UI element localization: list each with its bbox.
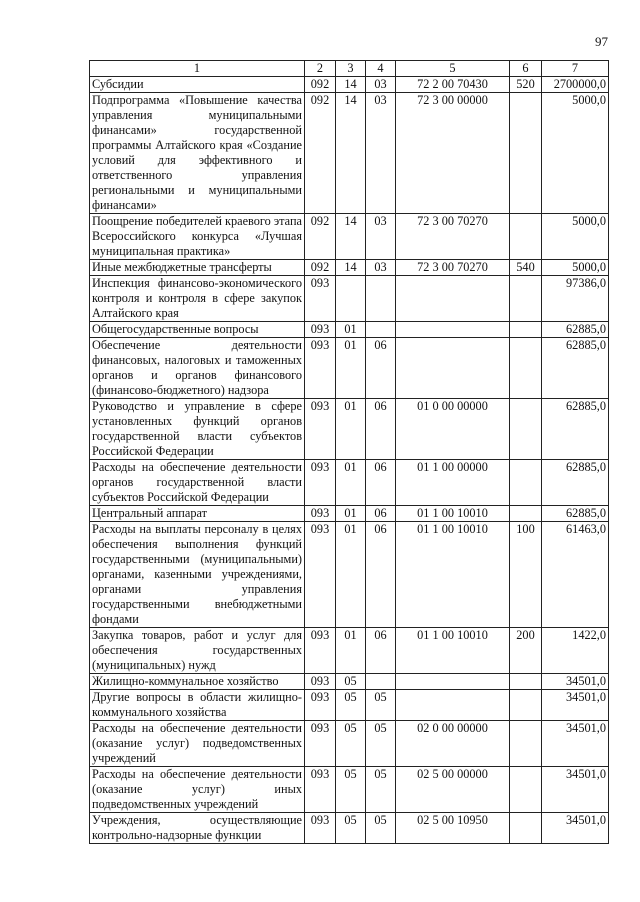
cell-item-name: Жилищно-коммунальное хозяйство	[90, 674, 305, 690]
cell-amount: 5000,0	[542, 214, 609, 260]
cell-expense-type-code: 100	[510, 522, 542, 628]
cell-subsection-code: 05	[366, 721, 396, 767]
cell-amount: 2700000,0	[542, 77, 609, 93]
cell-section-code: 01	[336, 522, 366, 628]
cell-target-article-code: 01 1 00 00000	[396, 460, 510, 506]
cell-target-article-code: 02 5 00 00000	[396, 767, 510, 813]
cell-section-code: 14	[336, 77, 366, 93]
cell-expense-type-code	[510, 813, 542, 844]
cell-ministry-code: 092	[305, 260, 336, 276]
cell-subsection-code: 03	[366, 214, 396, 260]
cell-expense-type-code	[510, 399, 542, 460]
cell-section-code: 05	[336, 813, 366, 844]
cell-subsection-code	[366, 322, 396, 338]
table-row	[90, 522, 609, 628]
table-row	[90, 276, 609, 322]
cell-expense-type-code	[510, 767, 542, 813]
cell-subsection-code: 06	[366, 522, 396, 628]
table-row	[90, 338, 609, 399]
cell-amount: 34501,0	[542, 674, 609, 690]
cell-item-name: Закупка товаров, работ и услуг для обеспечения государственных (муниципальных) нужд	[90, 628, 305, 674]
cell-amount: 34501,0	[542, 690, 609, 721]
cell-expense-type-code	[510, 674, 542, 690]
cell-ministry-code: 093	[305, 628, 336, 674]
header-col-3: 3	[336, 61, 366, 77]
cell-section-code	[336, 276, 366, 322]
cell-expense-type-code	[510, 506, 542, 522]
cell-expense-type-code	[510, 276, 542, 322]
cell-section-code: 01	[336, 338, 366, 399]
cell-item-name: Руководство и управление в сфере установленных функций органов государственной власти субъектов Российской Федерации	[90, 399, 305, 460]
cell-subsection-code: 03	[366, 93, 396, 214]
cell-target-article-code: 01 1 00 10010	[396, 628, 510, 674]
cell-subsection-code: 06	[366, 628, 396, 674]
header-col-6: 6	[510, 61, 542, 77]
cell-subsection-code	[366, 674, 396, 690]
cell-target-article-code: 72 3 00 00000	[396, 93, 510, 214]
page-number: 97	[595, 34, 608, 49]
cell-expense-type-code	[510, 322, 542, 338]
cell-amount: 5000,0	[542, 93, 609, 214]
cell-section-code: 05	[336, 690, 366, 721]
cell-amount: 62885,0	[542, 399, 609, 460]
cell-ministry-code: 093	[305, 399, 336, 460]
cell-expense-type-code	[510, 214, 542, 260]
cell-target-article-code: 72 3 00 70270	[396, 214, 510, 260]
header-col-5: 5	[396, 61, 510, 77]
cell-amount: 34501,0	[542, 767, 609, 813]
table-row	[90, 767, 609, 813]
cell-item-name: Субсидии	[90, 77, 305, 93]
cell-target-article-code	[396, 674, 510, 690]
cell-item-name: Расходы на обеспечение деятельности (оказание услуг) подведомственных учреждений	[90, 721, 305, 767]
cell-expense-type-code: 520	[510, 77, 542, 93]
cell-amount: 34501,0	[542, 813, 609, 844]
table-row	[90, 628, 609, 674]
cell-ministry-code: 092	[305, 214, 336, 260]
cell-amount: 97386,0	[542, 276, 609, 322]
cell-target-article-code	[396, 276, 510, 322]
table-row	[90, 674, 609, 690]
cell-amount: 34501,0	[542, 721, 609, 767]
cell-item-name: Учреждения, осуществляющие контрольно-надзорные функции	[90, 813, 305, 844]
table-row	[90, 721, 609, 767]
cell-amount: 62885,0	[542, 338, 609, 399]
header-col-2: 2	[305, 61, 336, 77]
cell-ministry-code: 093	[305, 674, 336, 690]
table-row	[90, 399, 609, 460]
cell-ministry-code: 092	[305, 77, 336, 93]
cell-target-article-code: 02 0 00 00000	[396, 721, 510, 767]
cell-subsection-code: 03	[366, 77, 396, 93]
cell-expense-type-code	[510, 721, 542, 767]
cell-subsection-code: 05	[366, 813, 396, 844]
cell-expense-type-code	[510, 93, 542, 214]
cell-ministry-code: 092	[305, 93, 336, 214]
cell-section-code: 14	[336, 214, 366, 260]
cell-item-name: Расходы на обеспечение деятельности (оказание услуг) иных подведомственных учреждений	[90, 767, 305, 813]
cell-target-article-code: 72 3 00 70270	[396, 260, 510, 276]
cell-ministry-code: 093	[305, 460, 336, 506]
cell-amount: 1422,0	[542, 628, 609, 674]
cell-amount: 62885,0	[542, 460, 609, 506]
table-row	[90, 506, 609, 522]
table-row	[90, 214, 609, 260]
cell-ministry-code: 093	[305, 276, 336, 322]
cell-section-code: 05	[336, 674, 366, 690]
cell-section-code: 01	[336, 506, 366, 522]
cell-subsection-code: 06	[366, 460, 396, 506]
header-col-4: 4	[366, 61, 396, 77]
cell-subsection-code: 06	[366, 338, 396, 399]
cell-item-name: Общегосударственные вопросы	[90, 322, 305, 338]
header-row	[90, 61, 609, 77]
table-row	[90, 77, 609, 93]
cell-section-code: 14	[336, 260, 366, 276]
cell-target-article-code	[396, 338, 510, 399]
cell-section-code: 01	[336, 460, 366, 506]
cell-item-name: Обеспечение деятельности финансовых, налоговых и таможенных органов и органов финансового (финансово-бюджетного) надзора	[90, 338, 305, 399]
cell-expense-type-code	[510, 460, 542, 506]
cell-subsection-code: 06	[366, 399, 396, 460]
cell-ministry-code: 093	[305, 767, 336, 813]
cell-amount: 62885,0	[542, 506, 609, 522]
cell-ministry-code: 093	[305, 690, 336, 721]
cell-section-code: 01	[336, 628, 366, 674]
table-row	[90, 93, 609, 214]
cell-amount: 62885,0	[542, 322, 609, 338]
cell-target-article-code	[396, 322, 510, 338]
cell-subsection-code: 06	[366, 506, 396, 522]
header-col-7: 7	[542, 61, 609, 77]
cell-target-article-code: 01 1 00 10010	[396, 506, 510, 522]
cell-ministry-code: 093	[305, 322, 336, 338]
cell-ministry-code: 093	[305, 813, 336, 844]
table-header	[90, 61, 609, 77]
table-row	[90, 813, 609, 844]
cell-item-name: Центральный аппарат	[90, 506, 305, 522]
cell-section-code: 14	[336, 93, 366, 214]
cell-amount: 5000,0	[542, 260, 609, 276]
table-row	[90, 322, 609, 338]
cell-item-name: Другие вопросы в области жилищно-коммунального хозяйства	[90, 690, 305, 721]
cell-section-code: 01	[336, 399, 366, 460]
cell-subsection-code: 05	[366, 690, 396, 721]
cell-item-name: Расходы на выплаты персоналу в целях обеспечения выполнения функций государственными (муниципальными) органами, казенными учреждениями, органами управления государственными внебюджетными фондами	[90, 522, 305, 628]
cell-section-code: 05	[336, 767, 366, 813]
cell-expense-type-code: 540	[510, 260, 542, 276]
cell-ministry-code: 093	[305, 338, 336, 399]
cell-section-code: 01	[336, 322, 366, 338]
budget-table	[89, 60, 609, 844]
cell-target-article-code: 01 0 00 00000	[396, 399, 510, 460]
cell-subsection-code: 03	[366, 260, 396, 276]
cell-target-article-code	[396, 690, 510, 721]
cell-subsection-code: 05	[366, 767, 396, 813]
cell-item-name: Инспекция финансово-экономического контроля и контроля в сфере закупок Алтайского края	[90, 276, 305, 322]
cell-expense-type-code	[510, 690, 542, 721]
cell-subsection-code	[366, 276, 396, 322]
cell-item-name: Подпрограмма «Повышение качества управления муниципальными финансами» государственной программы Алтайского края «Создание условий для эффективного и ответственного управления региональными и муниципальными финансами»	[90, 93, 305, 214]
table-row	[90, 260, 609, 276]
cell-expense-type-code: 200	[510, 628, 542, 674]
table-row	[90, 460, 609, 506]
cell-amount: 61463,0	[542, 522, 609, 628]
cell-item-name: Поощрение победителей краевого этапа Всероссийского конкурса «Лучшая муниципальная практика»	[90, 214, 305, 260]
cell-expense-type-code	[510, 338, 542, 399]
cell-ministry-code: 093	[305, 522, 336, 628]
cell-ministry-code: 093	[305, 721, 336, 767]
cell-item-name: Расходы на обеспечение деятельности органов государственной власти субъектов Российской Федерации	[90, 460, 305, 506]
cell-target-article-code: 02 5 00 10950	[396, 813, 510, 844]
header-col-1: 1	[90, 61, 305, 77]
cell-target-article-code: 01 1 00 10010	[396, 522, 510, 628]
cell-ministry-code: 093	[305, 506, 336, 522]
table-body	[90, 77, 609, 844]
cell-item-name: Иные межбюджетные трансферты	[90, 260, 305, 276]
cell-section-code: 05	[336, 721, 366, 767]
cell-target-article-code: 72 2 00 70430	[396, 77, 510, 93]
table-row	[90, 690, 609, 721]
